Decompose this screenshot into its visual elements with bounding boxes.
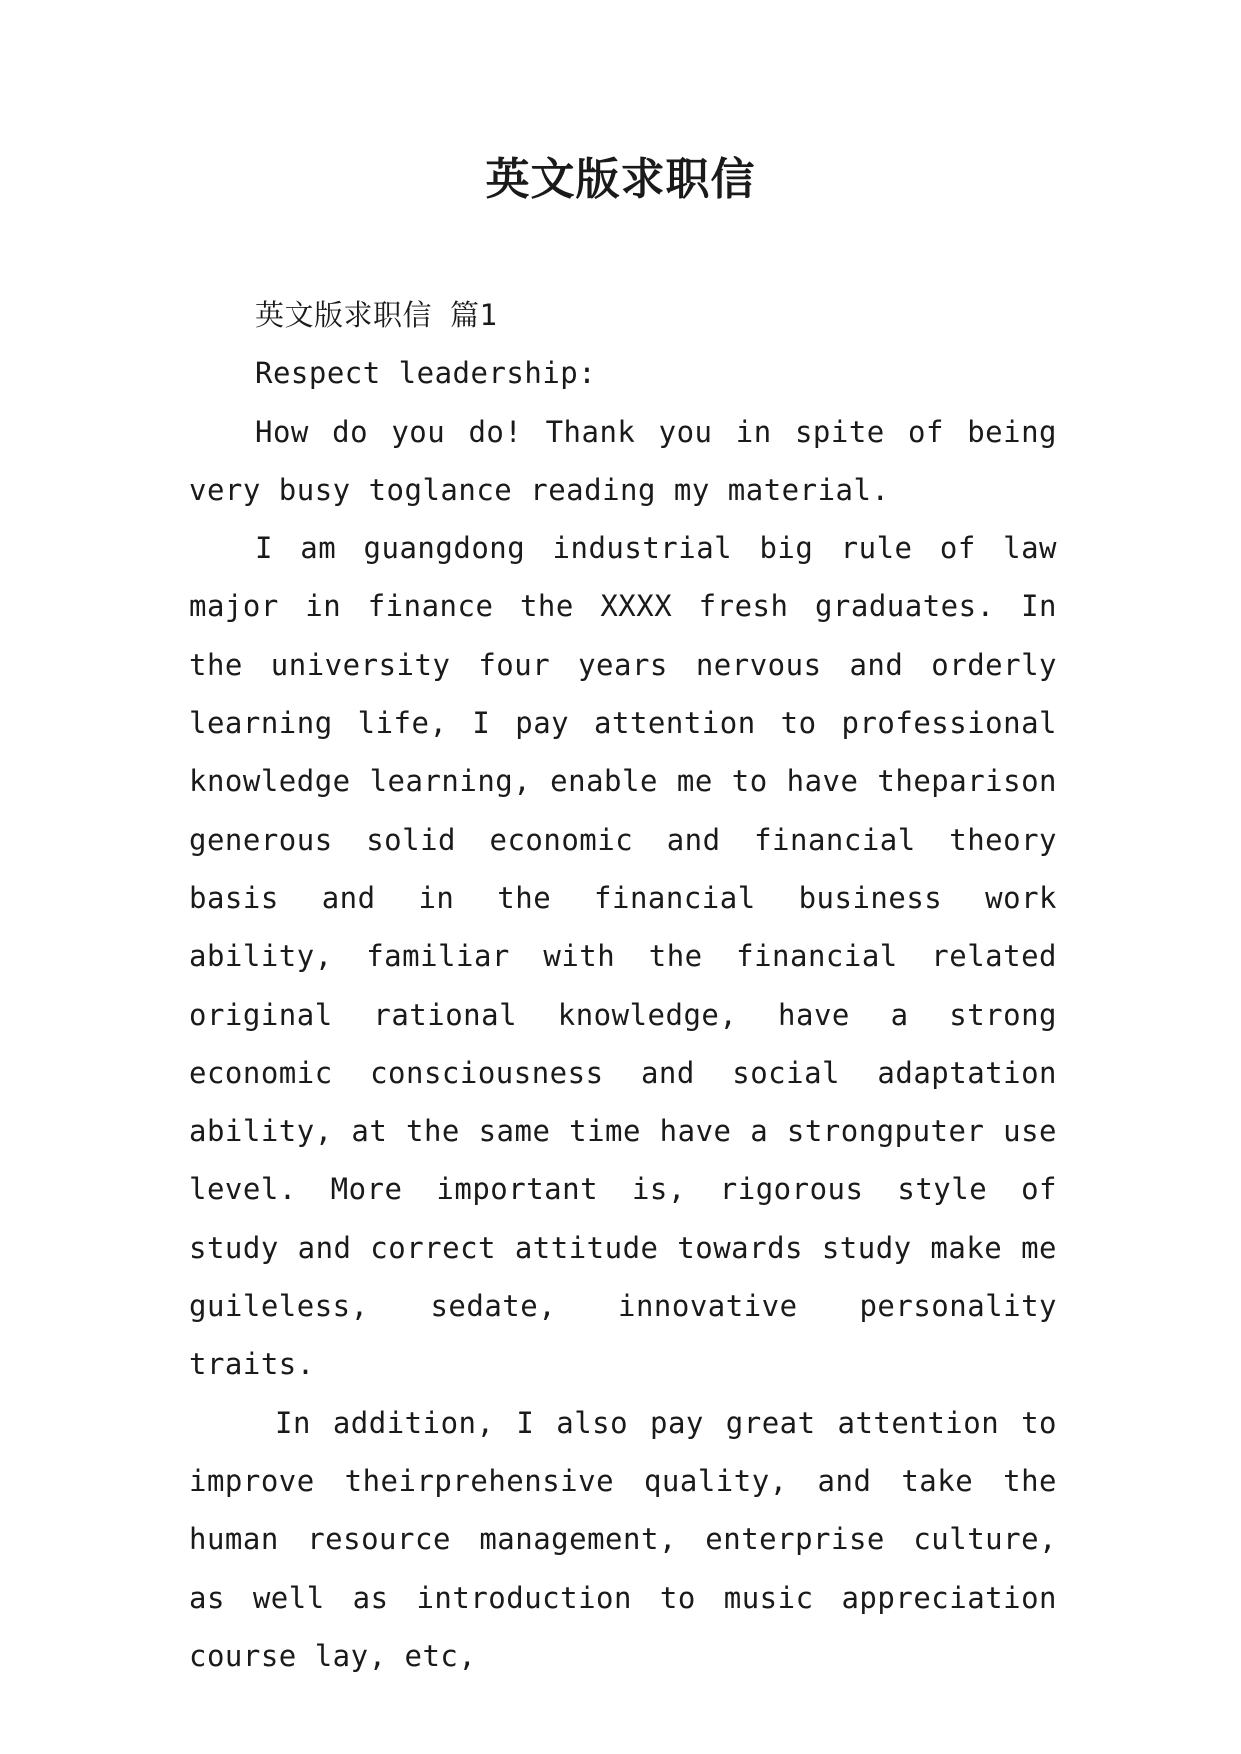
salutation: Respect leadership: [255, 356, 597, 391]
section-heading: 英文版求职信 篇1 [255, 298, 498, 332]
paragraph-background: I am guangdong industrial big rule of law major in finance the XXXX fresh graduates. In the university four years nervous and orderly learning life, I pay attention to professional knowledge learning, enable me to have theparison generous solid economic and financial theory basis and in the financial business work ability, familiar with the financial related original rational knowledge, have a strong economic consciousness and social adaptation ability, at the same time have a strongputer use level. More important is, rigorous style of study and correct attitude towards study make me guileless, sedate, innovative personality traits. [189, 531, 1057, 1382]
document-title: 英文版求职信 [485, 154, 756, 205]
document-body [189, 286, 1057, 1685]
paragraph-greeting: How do you do! Thank you in spite of being very busy toglance reading my material. [189, 414, 1057, 507]
paragraph-additional: In addition, I also pay great attention to improve theirprehensive quality, and take the human resource management, enterprise culture, as well as introduction to music appreciation course lay, etc, [189, 1405, 1057, 1673]
